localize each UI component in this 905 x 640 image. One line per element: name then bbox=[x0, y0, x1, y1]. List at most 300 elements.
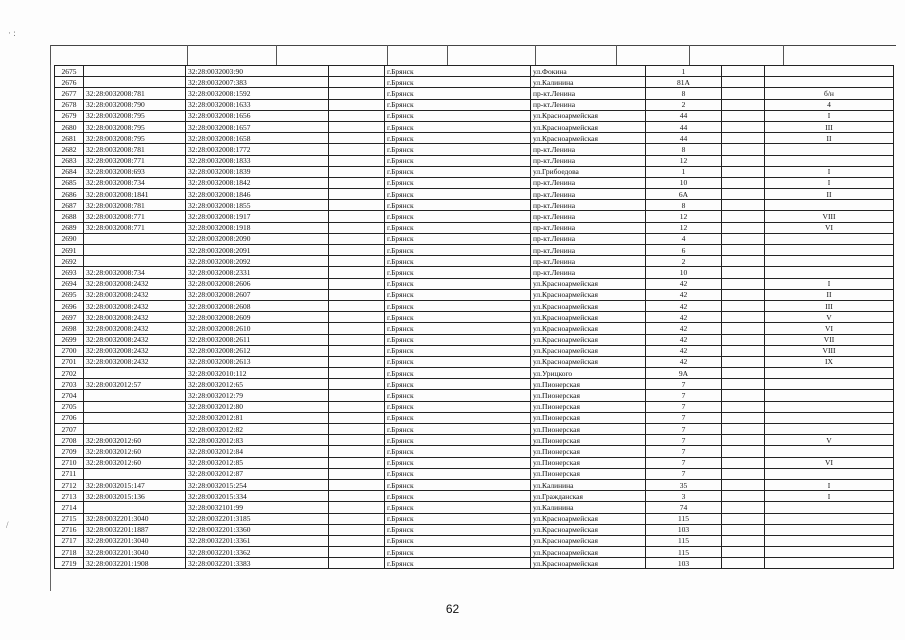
parent-cadastral-number: 32:28:0032201:3040 bbox=[84, 513, 186, 524]
city: г.Брянск bbox=[385, 468, 531, 479]
premises-number bbox=[765, 233, 894, 244]
street: пр-кт.Ленина bbox=[531, 267, 646, 278]
city: г.Брянск bbox=[385, 513, 531, 524]
street: ул.Красноармейская bbox=[531, 513, 646, 524]
empty-cell bbox=[722, 524, 765, 535]
table-row bbox=[55, 233, 894, 244]
parent-cadastral-number: 32:28:0032008:2432 bbox=[84, 345, 186, 356]
row-number: 2689 bbox=[55, 222, 84, 233]
street: ул.Фокина bbox=[531, 66, 646, 77]
house-number: 81А bbox=[646, 77, 722, 88]
table-row bbox=[55, 200, 894, 211]
house-number: 115 bbox=[646, 513, 722, 524]
table-row bbox=[55, 356, 894, 367]
empty-cell bbox=[722, 345, 765, 356]
city: г.Брянск bbox=[385, 233, 531, 244]
city: г.Брянск bbox=[385, 200, 531, 211]
cadastral-number: 32:28:0032008:2609 bbox=[186, 312, 329, 323]
register-table bbox=[54, 65, 894, 569]
house-number: 42 bbox=[646, 356, 722, 367]
parent-cadastral-number: 32:28:0032008:795 bbox=[84, 110, 186, 121]
city: г.Брянск bbox=[385, 435, 531, 446]
city: г.Брянск bbox=[385, 334, 531, 345]
cadastral-number: 32:28:0032015:334 bbox=[186, 491, 329, 502]
house-number: 7 bbox=[646, 412, 722, 423]
row-number: 2719 bbox=[55, 558, 84, 569]
house-number: 7 bbox=[646, 435, 722, 446]
empty-cell bbox=[329, 66, 385, 77]
header-grid-lines bbox=[50, 45, 895, 65]
parent-cadastral-number: 32:28:0032008:790 bbox=[84, 99, 186, 110]
table-row bbox=[55, 88, 894, 99]
row-number: 2692 bbox=[55, 256, 84, 267]
empty-cell bbox=[722, 66, 765, 77]
parent-cadastral-number: 32:28:0032008:734 bbox=[84, 177, 186, 188]
parent-cadastral-number: 32:28:0032015:136 bbox=[84, 491, 186, 502]
empty-cell bbox=[329, 155, 385, 166]
row-number: 2715 bbox=[55, 513, 84, 524]
row-number: 2703 bbox=[55, 379, 84, 390]
parent-cadastral-number bbox=[84, 468, 186, 479]
street: пр-кт.Ленина bbox=[531, 189, 646, 200]
street: ул.Пионерская bbox=[531, 435, 646, 446]
row-number: 2681 bbox=[55, 133, 84, 144]
house-number: 12 bbox=[646, 222, 722, 233]
street: ул.Красноармейская bbox=[531, 524, 646, 535]
street: пр-кт.Ленина bbox=[531, 88, 646, 99]
premises-number bbox=[765, 200, 894, 211]
empty-cell bbox=[722, 88, 765, 99]
empty-cell bbox=[329, 312, 385, 323]
city: г.Брянск bbox=[385, 289, 531, 300]
city: г.Брянск bbox=[385, 88, 531, 99]
empty-cell bbox=[329, 502, 385, 513]
row-number: 2678 bbox=[55, 99, 84, 110]
row-number: 2682 bbox=[55, 144, 84, 155]
house-number: 2 bbox=[646, 256, 722, 267]
street: пр-кт.Ленина bbox=[531, 233, 646, 244]
table-row bbox=[55, 77, 894, 88]
street: ул.Пионерская bbox=[531, 457, 646, 468]
cadastral-number: 32:28:0032012:84 bbox=[186, 446, 329, 457]
premises-number bbox=[765, 558, 894, 569]
house-number: 103 bbox=[646, 524, 722, 535]
table-row bbox=[55, 558, 894, 569]
row-number: 2685 bbox=[55, 177, 84, 188]
parent-cadastral-number bbox=[84, 424, 186, 435]
house-number: 9А bbox=[646, 368, 722, 379]
page-number: 62 bbox=[445, 602, 460, 616]
cadastral-number: 32:28:0032012:87 bbox=[186, 468, 329, 479]
parent-cadastral-number: 32:28:0032008:795 bbox=[84, 133, 186, 144]
house-number: 8 bbox=[646, 200, 722, 211]
street: ул.Красноармейская bbox=[531, 334, 646, 345]
city: г.Брянск bbox=[385, 479, 531, 490]
row-number: 2701 bbox=[55, 356, 84, 367]
empty-cell bbox=[329, 524, 385, 535]
parent-cadastral-number: 32:28:0032008:2432 bbox=[84, 312, 186, 323]
empty-cell bbox=[722, 121, 765, 132]
cadastral-number: 32:28:0032008:1918 bbox=[186, 222, 329, 233]
table-row bbox=[55, 457, 894, 468]
empty-cell bbox=[722, 99, 765, 110]
table-row bbox=[55, 133, 894, 144]
street: пр-кт.Ленина bbox=[531, 211, 646, 222]
empty-cell bbox=[722, 166, 765, 177]
street: ул.Калинина bbox=[531, 77, 646, 88]
cadastral-number: 32:28:0032012:82 bbox=[186, 424, 329, 435]
table-row bbox=[55, 312, 894, 323]
house-number: 2 bbox=[646, 99, 722, 110]
premises-number: IX bbox=[765, 356, 894, 367]
row-number: 2697 bbox=[55, 312, 84, 323]
premises-number bbox=[765, 256, 894, 267]
premises-number: VI bbox=[765, 457, 894, 468]
premises-number bbox=[765, 468, 894, 479]
cadastral-number: 32:28:0032012:81 bbox=[186, 412, 329, 423]
house-number: 44 bbox=[646, 121, 722, 132]
city: г.Брянск bbox=[385, 491, 531, 502]
city: г.Брянск bbox=[385, 379, 531, 390]
row-number: 2684 bbox=[55, 166, 84, 177]
empty-cell bbox=[722, 245, 765, 256]
empty-cell bbox=[329, 547, 385, 558]
premises-number: III bbox=[765, 121, 894, 132]
table-row bbox=[55, 110, 894, 121]
empty-cell bbox=[329, 334, 385, 345]
empty-cell bbox=[329, 491, 385, 502]
row-number: 2696 bbox=[55, 300, 84, 311]
house-number: 115 bbox=[646, 547, 722, 558]
city: г.Брянск bbox=[385, 267, 531, 278]
premises-number bbox=[765, 390, 894, 401]
empty-cell bbox=[722, 312, 765, 323]
city: г.Брянск bbox=[385, 368, 531, 379]
empty-cell bbox=[329, 412, 385, 423]
city: г.Брянск bbox=[385, 256, 531, 267]
house-number: 74 bbox=[646, 502, 722, 513]
parent-cadastral-number bbox=[84, 401, 186, 412]
city: г.Брянск bbox=[385, 99, 531, 110]
table-row bbox=[55, 334, 894, 345]
table-row bbox=[55, 66, 894, 77]
street: ул.Красноармейская bbox=[531, 312, 646, 323]
parent-cadastral-number bbox=[84, 390, 186, 401]
empty-cell bbox=[722, 110, 765, 121]
premises-number bbox=[765, 155, 894, 166]
cadastral-number: 32:28:0032012:65 bbox=[186, 379, 329, 390]
row-number: 2683 bbox=[55, 155, 84, 166]
cadastral-number: 32:28:0032012:80 bbox=[186, 401, 329, 412]
house-number: 44 bbox=[646, 133, 722, 144]
premises-number bbox=[765, 267, 894, 278]
street: пр-кт.Ленина bbox=[531, 155, 646, 166]
city: г.Брянск bbox=[385, 446, 531, 457]
parent-cadastral-number: 32:28:0032008:2432 bbox=[84, 323, 186, 334]
empty-cell bbox=[722, 256, 765, 267]
parent-cadastral-number bbox=[84, 412, 186, 423]
empty-cell bbox=[722, 446, 765, 457]
table-row bbox=[55, 155, 894, 166]
house-number: 1 bbox=[646, 66, 722, 77]
city: г.Брянск bbox=[385, 189, 531, 200]
city: г.Брянск bbox=[385, 390, 531, 401]
empty-cell bbox=[722, 558, 765, 569]
table-row bbox=[55, 412, 894, 423]
city: г.Брянск bbox=[385, 401, 531, 412]
city: г.Брянск bbox=[385, 133, 531, 144]
premises-number bbox=[765, 245, 894, 256]
parent-cadastral-number: 32:28:0032012:57 bbox=[84, 379, 186, 390]
street: ул.Пионерская bbox=[531, 390, 646, 401]
house-number: 42 bbox=[646, 312, 722, 323]
table-row bbox=[55, 256, 894, 267]
row-number: 2712 bbox=[55, 479, 84, 490]
parent-cadastral-number: 32:28:0032008:1841 bbox=[84, 189, 186, 200]
row-number: 2718 bbox=[55, 547, 84, 558]
row-number: 2699 bbox=[55, 334, 84, 345]
empty-cell bbox=[722, 379, 765, 390]
empty-cell bbox=[329, 457, 385, 468]
cadastral-number: 32:28:0032008:2607 bbox=[186, 289, 329, 300]
empty-cell bbox=[722, 356, 765, 367]
row-number: 2713 bbox=[55, 491, 84, 502]
premises-number: II bbox=[765, 189, 894, 200]
parent-cadastral-number: 32:28:0032008:771 bbox=[84, 222, 186, 233]
city: г.Брянск bbox=[385, 110, 531, 121]
empty-cell bbox=[722, 211, 765, 222]
premises-number: VIII bbox=[765, 211, 894, 222]
street: ул.Красноармейская bbox=[531, 133, 646, 144]
empty-cell bbox=[329, 424, 385, 435]
city: г.Брянск bbox=[385, 166, 531, 177]
street: ул.Пионерская bbox=[531, 401, 646, 412]
street: ул.Красноармейская bbox=[531, 558, 646, 569]
parent-cadastral-number bbox=[84, 256, 186, 267]
cadastral-number: 32:28:0032201:3361 bbox=[186, 535, 329, 546]
cadastral-number: 32:28:0032008:2608 bbox=[186, 300, 329, 311]
premises-number bbox=[765, 547, 894, 558]
empty-cell bbox=[329, 110, 385, 121]
empty-cell bbox=[722, 189, 765, 200]
street: пр-кт.Ленина bbox=[531, 256, 646, 267]
house-number: 42 bbox=[646, 345, 722, 356]
street: пр-кт.Ленина bbox=[531, 222, 646, 233]
table-row bbox=[55, 401, 894, 412]
cadastral-number: 32:28:0032008:1917 bbox=[186, 211, 329, 222]
empty-cell bbox=[329, 513, 385, 524]
street: ул.Грибоедова bbox=[531, 166, 646, 177]
empty-cell bbox=[329, 267, 385, 278]
street: ул.Пионерская bbox=[531, 379, 646, 390]
parent-cadastral-number bbox=[84, 368, 186, 379]
cadastral-number: 32:28:0032008:2610 bbox=[186, 323, 329, 334]
cadastral-number: 32:28:0032008:1833 bbox=[186, 155, 329, 166]
row-number: 2688 bbox=[55, 211, 84, 222]
premises-number bbox=[765, 144, 894, 155]
cadastral-number: 32:28:0032008:1855 bbox=[186, 200, 329, 211]
cadastral-number: 32:28:0032008:2092 bbox=[186, 256, 329, 267]
street: пр-кт.Ленина bbox=[531, 177, 646, 188]
row-number: 2677 bbox=[55, 88, 84, 99]
parent-cadastral-number: 32:28:0032008:2432 bbox=[84, 334, 186, 345]
parent-cadastral-number: 32:28:0032008:2432 bbox=[84, 278, 186, 289]
row-number: 2691 bbox=[55, 245, 84, 256]
premises-number bbox=[765, 77, 894, 88]
cadastral-number: 32:28:0032007:383 bbox=[186, 77, 329, 88]
premises-number bbox=[765, 368, 894, 379]
empty-cell bbox=[722, 468, 765, 479]
empty-cell bbox=[329, 535, 385, 546]
city: г.Брянск bbox=[385, 502, 531, 513]
city: г.Брянск bbox=[385, 121, 531, 132]
empty-cell bbox=[329, 345, 385, 356]
scan-mark: · : bbox=[8, 28, 16, 38]
house-number: 12 bbox=[646, 211, 722, 222]
empty-cell bbox=[329, 166, 385, 177]
empty-cell bbox=[722, 479, 765, 490]
cadastral-number: 32:28:0032008:2090 bbox=[186, 233, 329, 244]
empty-cell bbox=[722, 502, 765, 513]
street: пр-кт.Ленина bbox=[531, 200, 646, 211]
premises-number: 4 bbox=[765, 99, 894, 110]
cadastral-number: 32:28:0032010:112 bbox=[186, 368, 329, 379]
row-number: 2695 bbox=[55, 289, 84, 300]
city: г.Брянск bbox=[385, 535, 531, 546]
table-row bbox=[55, 323, 894, 334]
empty-cell bbox=[722, 267, 765, 278]
street: ул.Красноармейская bbox=[531, 535, 646, 546]
premises-number bbox=[765, 524, 894, 535]
premises-number bbox=[765, 535, 894, 546]
table-row bbox=[55, 222, 894, 233]
row-number: 2680 bbox=[55, 121, 84, 132]
empty-cell bbox=[329, 468, 385, 479]
row-number: 2686 bbox=[55, 189, 84, 200]
empty-cell bbox=[722, 177, 765, 188]
cadastral-number: 32:28:0032201:3362 bbox=[186, 547, 329, 558]
table-row bbox=[55, 267, 894, 278]
house-number: 10 bbox=[646, 177, 722, 188]
table-row bbox=[55, 300, 894, 311]
row-number: 2687 bbox=[55, 200, 84, 211]
empty-cell bbox=[722, 535, 765, 546]
street: ул.Красноармейская bbox=[531, 323, 646, 334]
row-number: 2690 bbox=[55, 233, 84, 244]
table-row bbox=[55, 491, 894, 502]
empty-cell bbox=[329, 435, 385, 446]
house-number: 7 bbox=[646, 446, 722, 457]
parent-cadastral-number: 32:28:0032012:60 bbox=[84, 446, 186, 457]
empty-cell bbox=[722, 424, 765, 435]
empty-cell bbox=[329, 177, 385, 188]
empty-cell bbox=[329, 133, 385, 144]
empty-cell bbox=[722, 412, 765, 423]
city: г.Брянск bbox=[385, 300, 531, 311]
house-number: 42 bbox=[646, 323, 722, 334]
house-number: 7 bbox=[646, 424, 722, 435]
street: ул.Красноармейская bbox=[531, 300, 646, 311]
table-row bbox=[55, 99, 894, 110]
table-row bbox=[55, 345, 894, 356]
cadastral-number: 32:28:0032008:2612 bbox=[186, 345, 329, 356]
cadastral-number: 32:28:0032008:2611 bbox=[186, 334, 329, 345]
parent-cadastral-number: 32:28:0032201:1908 bbox=[84, 558, 186, 569]
premises-number bbox=[765, 424, 894, 435]
city: г.Брянск bbox=[385, 211, 531, 222]
street: ул.Пионерская bbox=[531, 424, 646, 435]
premises-number bbox=[765, 66, 894, 77]
street: пр-кт.Ленина bbox=[531, 99, 646, 110]
house-number: 7 bbox=[646, 468, 722, 479]
house-number: 42 bbox=[646, 278, 722, 289]
empty-cell bbox=[329, 558, 385, 569]
premises-number: I bbox=[765, 110, 894, 121]
street: пр-кт.Ленина bbox=[531, 245, 646, 256]
city: г.Брянск bbox=[385, 524, 531, 535]
house-number: 6 bbox=[646, 245, 722, 256]
parent-cadastral-number bbox=[84, 233, 186, 244]
row-number: 2711 bbox=[55, 468, 84, 479]
empty-cell bbox=[722, 300, 765, 311]
premises-number: II bbox=[765, 133, 894, 144]
cadastral-number: 32:28:0032008:1633 bbox=[186, 99, 329, 110]
row-number: 2700 bbox=[55, 345, 84, 356]
empty-cell bbox=[329, 144, 385, 155]
parent-cadastral-number: 32:28:0032012:60 bbox=[84, 457, 186, 468]
premises-number: VII bbox=[765, 334, 894, 345]
empty-cell bbox=[329, 256, 385, 267]
city: г.Брянск bbox=[385, 323, 531, 334]
city: г.Брянск bbox=[385, 278, 531, 289]
row-number: 2679 bbox=[55, 110, 84, 121]
parent-cadastral-number bbox=[84, 66, 186, 77]
premises-number: VIII bbox=[765, 345, 894, 356]
house-number: 42 bbox=[646, 289, 722, 300]
parent-cadastral-number bbox=[84, 77, 186, 88]
premises-number: I bbox=[765, 166, 894, 177]
row-number: 2707 bbox=[55, 424, 84, 435]
street: ул.Калинина bbox=[531, 479, 646, 490]
street: пр-кт.Ленина bbox=[531, 144, 646, 155]
city: г.Брянск bbox=[385, 424, 531, 435]
parent-cadastral-number: 32:28:0032201:1887 bbox=[84, 524, 186, 535]
empty-cell bbox=[722, 334, 765, 345]
empty-cell bbox=[722, 133, 765, 144]
street: ул.Гражданская bbox=[531, 491, 646, 502]
city: г.Брянск bbox=[385, 457, 531, 468]
city: г.Брянск bbox=[385, 356, 531, 367]
empty-cell bbox=[722, 289, 765, 300]
empty-cell bbox=[722, 491, 765, 502]
empty-cell bbox=[329, 121, 385, 132]
street: ул.Пионерская bbox=[531, 468, 646, 479]
house-number: 8 bbox=[646, 88, 722, 99]
cadastral-number: 32:28:0032008:1842 bbox=[186, 177, 329, 188]
cadastral-number: 32:28:0032008:1839 bbox=[186, 166, 329, 177]
house-number: 7 bbox=[646, 401, 722, 412]
empty-cell bbox=[329, 211, 385, 222]
parent-cadastral-number: 32:28:0032008:2432 bbox=[84, 356, 186, 367]
cadastral-number: 32:28:0032003:90 bbox=[186, 66, 329, 77]
empty-cell bbox=[722, 323, 765, 334]
parent-cadastral-number: 32:28:0032008:795 bbox=[84, 121, 186, 132]
premises-number bbox=[765, 513, 894, 524]
table-row bbox=[55, 513, 894, 524]
parent-cadastral-number bbox=[84, 245, 186, 256]
empty-cell bbox=[329, 189, 385, 200]
parent-cadastral-number: 32:28:0032201:3040 bbox=[84, 547, 186, 558]
